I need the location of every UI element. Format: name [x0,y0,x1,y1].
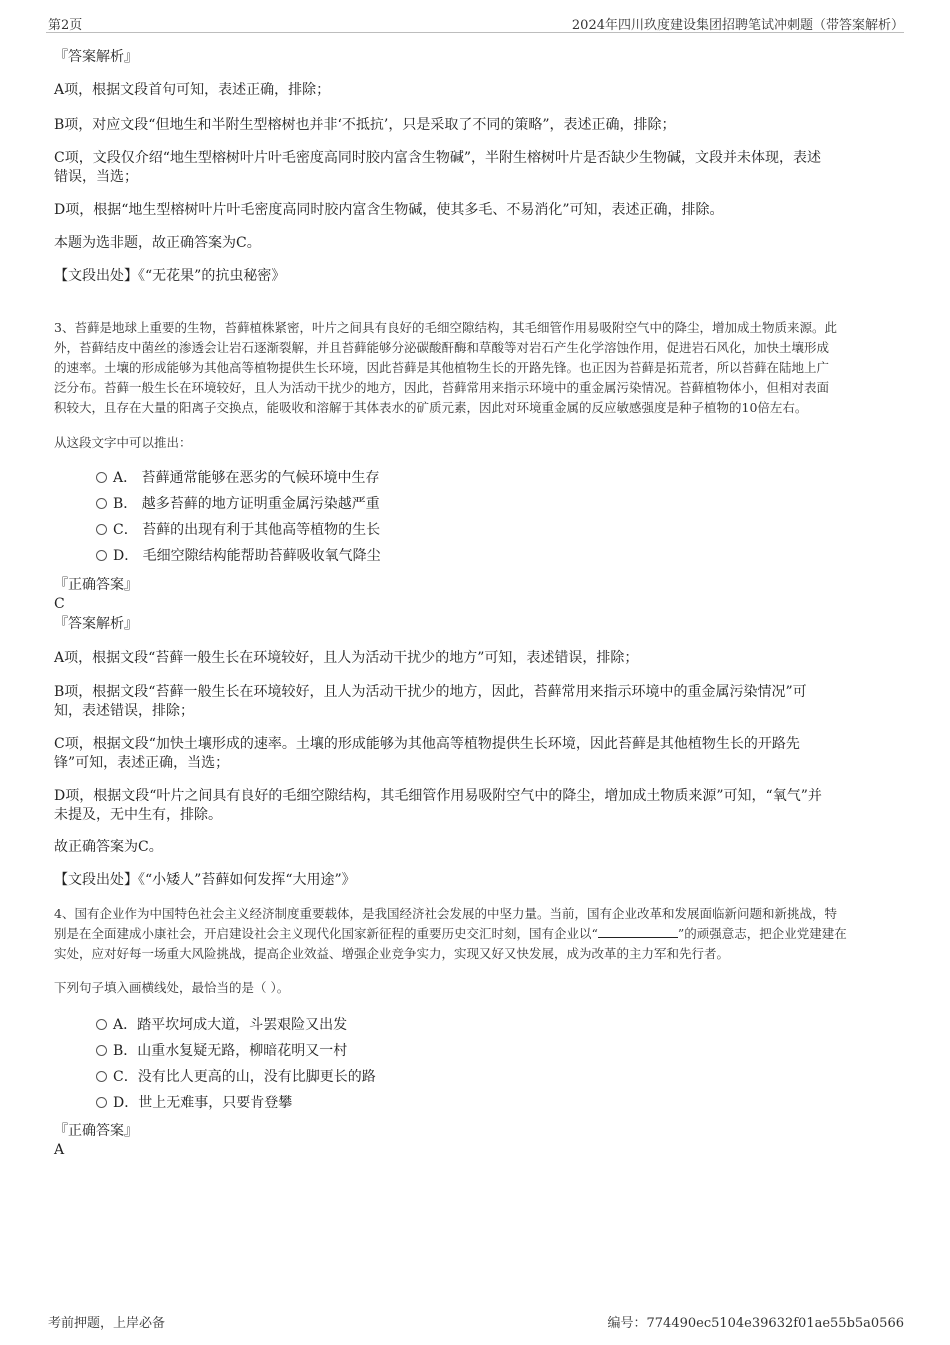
q3-stem-line: 泛分布。苔藓一般生长在环境较好，且人为活动干扰少的地方，因此，苔藓常用来指示环境中的重金属污染情况。苔藓植物体小，但相对表面 [54,380,830,395]
q3-answer: C [54,596,65,612]
q2-conclusion: 本题为选非题，故正确答案为C。 [54,235,261,251]
radio-icon[interactable] [96,524,107,535]
fill-in-blank [598,925,678,938]
q4-prompt: 下列句子填入画横线处，最恰当的是（ ）。 [54,980,290,995]
q4-option-c[interactable] [96,1067,376,1087]
radio-icon[interactable] [96,498,107,509]
page-footer [46,1312,904,1332]
q2-source: 【文段出处】《“无花果”的抗虫秘密》 [54,268,286,284]
q3-stem [54,318,904,418]
document-id: 编号：774490ec5104e39632f01ae55b5a0566 [607,1316,904,1331]
q3-option-b[interactable] [96,494,380,514]
q3-analysis-d-line1: D项，根据文段“叶片之间具有良好的毛细空隙结构，其毛细管作用易吸附空气中的降尘，增加成土物质来源”可知，“氧气”并 [54,788,822,804]
q3-stem-line: 3、苔藓是地球上重要的生物，苔藓植株紧密，叶片之间具有良好的毛细空隙结构，其毛细管作用易吸附空气中的降尘，增加成土物质来源。此 [54,320,837,335]
radio-icon[interactable] [96,1097,107,1108]
q3-analysis-c-line1: C项，根据文段“加快土壤形成的速率。土壤的形成能够为其他高等植物提供生长环境，因此苔藓是其他植物生长的开路先 [54,736,800,752]
q4-answer: A [54,1142,65,1158]
q3-source: 【文段出处】《“小矮人”苔藓如何发挥“大用途”》 [54,872,356,888]
option-label: A． 苔藓通常能够在恶劣的气候环境中生存 [113,470,380,486]
option-label: B． 越多苔藓的地方证明重金属污染越严重 [113,496,380,512]
q3-analysis-d-line2: 未提及，无中生有，排除。 [54,807,222,823]
option-label: D． 毛细空隙结构能帮助苔藓吸收氧气降尘 [113,548,381,564]
q3-conclusion: 故正确答案为C。 [54,839,163,855]
q2-analysis-c-line2: 错误，当选； [54,169,138,185]
q3-analysis-label: 『答案解析』 [54,616,138,632]
radio-icon[interactable] [96,1045,107,1056]
q4-option-a[interactable] [96,1015,347,1035]
q4-stem-line: 4、国有企业作为中国特色社会主义经济制度重要载体，是我国经济社会发展的中坚力量。当前，国有企业改革和发展面临新问题和新挑战，特 [54,906,837,921]
option-label: D．世上无难事，只要肯登攀 [113,1095,293,1111]
option-label: A．踏平坎坷成大道，斗罢艰险又出发 [113,1017,348,1033]
q4-stem-line: 别是在全面建成小康社会，开启建设社会主义现代化国家新征程的重要历史交汇时刻，国有企业以“ ”的顽强意志，把企业党建建在 [54,926,847,941]
option-label: C．没有比人更高的山，没有比脚更长的路 [113,1069,376,1085]
q3-stem-line: 的速率。土壤的形成能够为其他高等植物提供生长环境，因此苔藓是其他植物生长的开路先锋。也正因为苔藓是拓荒者，所以苔藓在陆地上广 [54,360,830,375]
q3-option-a[interactable] [96,468,380,488]
option-label: B．山重水复疑无路，柳暗花明又一村 [113,1043,348,1059]
q2-analysis-b: B项，对应文段“但地生和半附生型榕树也并非‘不抵抗’，只是采取了不同的策略”，表述正确，排除； [54,117,676,133]
q3-answer-label: 『正确答案』 [54,577,138,593]
q3-option-d[interactable] [96,546,381,566]
q3-prompt: 从这段文字中可以推出： [54,435,192,450]
page-number: 第2页 [48,18,83,33]
footer-slogan: 考前押题，上岸必备 [48,1316,166,1331]
q3-analysis-c-line2: 锋”可知，表述正确，当选； [54,755,230,771]
page-header [46,12,904,33]
q2-analysis-label: 『答案解析』 [54,49,138,65]
radio-icon[interactable] [96,1019,107,1030]
q3-analysis-b-line2: 知，表述错误，排除； [54,703,194,719]
q3-analysis-b-line1: B项，根据文段“苔藓一般生长在环境较好，且人为活动干扰少的地方，因此，苔藓常用来指示环境中的重金属污染情况”可 [54,684,807,700]
q2-analysis-c-line1: C项，文段仅介绍“地生型榕树叶片叶毛密度高同时胶内富含生物碱”，半附生榕树叶片是否缺少生物碱，文段并未体现，表述 [54,150,822,166]
option-label: C． 苔藓的出现有利于其他高等植物的生长 [113,522,381,538]
q3-stem-line: 积较大，且存在大量的阳离子交换点，能吸收和溶解于其体表水的矿质元素，因此对环境重金属的反应敏感强度是种子植物的10倍左右。 [54,400,808,415]
q3-analysis-a: A项，根据文段“苔藓一般生长在环境较好，且人为活动干扰少的地方”可知，表述错误，排除； [54,650,639,666]
q4-stem-line: 实处，应对好每一场重大风险挑战，提高企业效益、增强企业竞争实力，实现又好又快发展，成为改革的主力军和先行者。 [54,946,730,961]
document-title: 2024年四川玖度建设集团招聘笔试冲刺题（带答案解析） [571,18,904,33]
q4-option-d[interactable] [96,1093,292,1113]
q2-analysis-a: A项，根据文段首句可知，表述正确，排除； [54,82,331,98]
radio-icon[interactable] [96,1071,107,1082]
q3-option-c[interactable] [96,520,380,540]
q4-stem [54,904,904,964]
q3-stem-line: 外，苔藓结皮中菌丝的渗透会让岩石逐渐裂解，并且苔藓能够分泌碳酸酐酶和草酸等对岩石产生化学溶蚀作用，促进岩石风化，加快土壤形成 [54,340,830,355]
radio-icon[interactable] [96,472,107,483]
radio-icon[interactable] [96,550,107,561]
q2-analysis-d: D项，根据“地生型榕树叶片叶毛密度高同时胶内富含生物碱，使其多毛、不易消化”可知，表述正确，排除。 [54,202,724,218]
q4-option-b[interactable] [96,1041,347,1061]
q4-answer-label: 『正确答案』 [54,1123,138,1139]
